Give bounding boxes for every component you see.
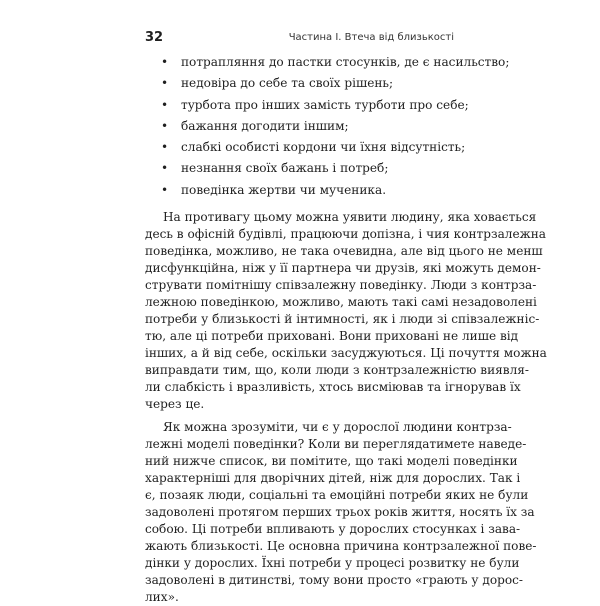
bullet-text: слабкі особисті кордони чи їхня відсутність;: [181, 140, 466, 155]
text-line: На противагу цьому можна уявити людину, яка ховається: [163, 210, 537, 224]
paragraph: [145, 209, 547, 413]
text-line: жають близькості. Це основна причина контрзалежної пове-: [145, 539, 537, 553]
text-line: лежні моделі поведінки? Коли ви переглядатимете наведе-: [145, 437, 527, 451]
text-line: десь в офісній будівлі, працюючи допізна, і чия контрзалежна: [145, 227, 547, 241]
bullet-item: [145, 52, 510, 73]
bullet-list: [145, 52, 510, 201]
text-line: задоволені протягом перших трьох років життя, носять їх за: [145, 505, 535, 519]
bullet-marker: •: [161, 97, 169, 112]
bullet-text: недовіра до себе та своїх рішень;: [181, 76, 394, 91]
bullet-item: [145, 73, 465, 94]
bullet-item: [145, 116, 465, 137]
text-line: лежною поведінкою, можливо, мають такі самі незадоволені: [145, 295, 537, 309]
page-header: [0, 0, 600, 45]
text-line: собою. Ці потреби впливають у дорослих стосунках і зава-: [145, 522, 521, 536]
bullet-text: турбота про інших замість турботи про себе;: [181, 97, 469, 112]
running-head: Частина І. Втеча від близькості: [288, 32, 454, 43]
text-line: дисфункційна, ніж у її партнера чи друзів, які можуть демон-: [145, 261, 541, 275]
paragraph: [145, 419, 537, 606]
bullet-marker: •: [161, 161, 169, 176]
text-line: тю, але ці потреби приховані. Вони приховані не лише від: [145, 329, 519, 343]
bullet-item: [145, 180, 465, 201]
text-line: дінки у дорослих. Їхні потреби у процесі розвитку не були: [145, 556, 520, 570]
bullet-text: бажання догодити іншим;: [181, 118, 349, 133]
text-line: ний нижче список, ви помітите, що такі моделі поведінки: [145, 454, 518, 468]
bullet-item: [145, 158, 465, 179]
bullet-marker: •: [161, 55, 169, 69]
text-line: лих».: [145, 590, 179, 604]
text-line: інших, а й від себе, оскільки засуджуються. Ці почуття можна: [145, 346, 547, 360]
text-line: поведінка, можливо, не така очевидна, але від цього не менш: [145, 244, 543, 258]
text-line: ли слабкість і вразливість, хтось висміював та ігнорував їх: [145, 380, 521, 394]
text-line: струвати помітнішу співзалежну поведінку. Люди з контрза-: [145, 278, 537, 292]
page-number: 32: [145, 30, 164, 45]
text-line: потреби у близькості й інтимності, як і люди зі співзалежніс-: [145, 312, 540, 326]
bullet-marker: •: [161, 118, 169, 133]
bullet-item: [145, 95, 469, 116]
body-text: [145, 209, 547, 606]
bullet-marker: •: [161, 140, 169, 155]
text-line: характерніші для дворічних дітей, ніж для дорослих. Так і: [145, 471, 521, 485]
bullet-item: [145, 137, 465, 158]
bullet-text: потрапляння до пастки стосунків, де є насильство;: [181, 55, 510, 69]
bullet-marker: •: [161, 182, 169, 197]
text-line: є, позаяк люди, соціальні та емоційні потреби яких не були: [145, 488, 529, 502]
bullet-text: поведінка жертви чи мученика.: [181, 182, 387, 197]
bullet-text: незнання своїх бажань і потреб;: [181, 161, 389, 176]
text-line: через це.: [145, 397, 205, 411]
text-line: Як можна зрозуміти, чи є у дорослої людини контрза-: [163, 420, 512, 434]
text-line: виправдати тим, що, коли люди з контрзалежністю виявля-: [145, 363, 530, 377]
text-line: задоволені в дитинстві, тому вони просто «грають у дорос-: [145, 573, 524, 587]
bullet-marker: •: [161, 76, 169, 91]
